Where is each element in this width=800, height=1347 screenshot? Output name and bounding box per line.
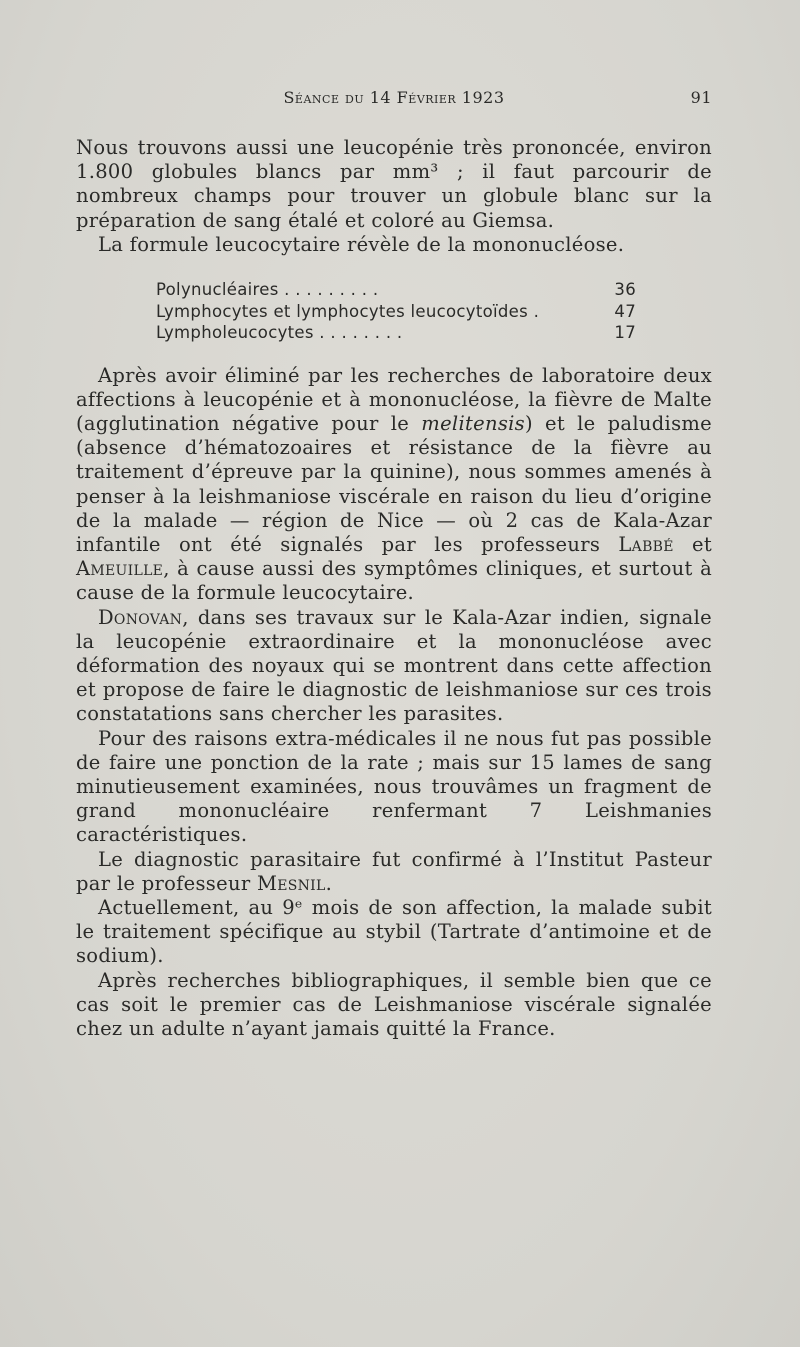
paragraph-ponction: Pour des raisons extra-médicales il ne nous fut pas possible de faire une ponction de la rate ; mais sur 15 lames de sang minutieusement examinées, nous trouvâmes un fragment de grand mononucléaire renfermant 7 Leishmanies caractéristiques. [76,726,712,847]
formula-row [156,301,636,323]
formula-label: Polynucléaires . . . . . . . . . [156,280,379,300]
formula-label: Lympholeucocytes . . . . . . . . [156,323,403,343]
formula-row [156,279,636,301]
formula-row [156,322,636,344]
species-name: melitensis [421,411,525,435]
paragraph-leucopenie: Nous trouvons aussi une leucopénie très prononcée, environ 1.800 globules blancs par mm³ ; il faut parcourir de nombreux champs pour trouver un globule blanc sur la préparation de sang étalé et coloré au Giemsa. [76,136,712,232]
formula-value: 36 [614,280,636,300]
paragraph-donovan: Donovan, dans ses travaux sur le Kala-Azar indien, signale la leucopénie extraordinaire et la mononucléose avec déformation des noyaux qui se montrent dans cette affection et propose de faire le diagnostic de leishmaniose sur ces trois constatations sans chercher les parasites. [76,605,712,726]
header-title: Séance du 14 Février 1923 [283,88,505,107]
author-name: Ameuille [76,557,164,581]
paragraph-conclusion: Après recherches bibliographiques, il semble bien que ce cas soit le premier cas de Leishmaniose viscérale signalée chez un adulte n’ayant jamais quitté la France. [76,968,712,1040]
leucocyte-formula-table [156,279,636,344]
author-name: Mesnil [256,871,326,895]
running-header [76,88,712,114]
formula-label: Lymphocytes et lymphocytes leucocytoïdes . [156,301,540,321]
paragraph-formule: La formule leucocytaire révèle de la mononucléose. [98,232,625,256]
author-name: Donovan [98,605,183,629]
body-text [76,136,712,1041]
page-number: 91 [690,88,712,107]
author-name: Labbé [618,532,674,556]
formula-value: 47 [614,301,636,321]
paragraph-diagnostic-differentiel: Après avoir éliminé par les recherches de laboratoire deux affections à leucopénie et à mononucléose, la fièvre de Malte (agglutination négative pour le melitensis) et le paludisme (absence d’hématozoaires et résistance de la fièvre au traitement d’épreuve par la quinine), nous sommes amenés à penser à la leishmaniose viscérale en raison du lieu d’origine de la malade — région de Nice — où 2 cas de Kala-Azar infantile ont été signalés par les professeurs Labbé et Ameuille, à cause aussi des symptômes cliniques, et surtout à cause de la formule leucocytaire. [76,363,713,605]
formula-value: 17 [614,323,636,343]
paragraph-confirmation: Le diagnostic parasitaire fut confirmé à l’Institut Pasteur par le professeur Mesnil. [76,847,712,895]
paragraph-traitement: Actuellement, au 9ᵉ mois de son affection, la malade subit le traitement spécifique au stybil (Tartrate d’antimoine et de sodium). [76,895,712,968]
